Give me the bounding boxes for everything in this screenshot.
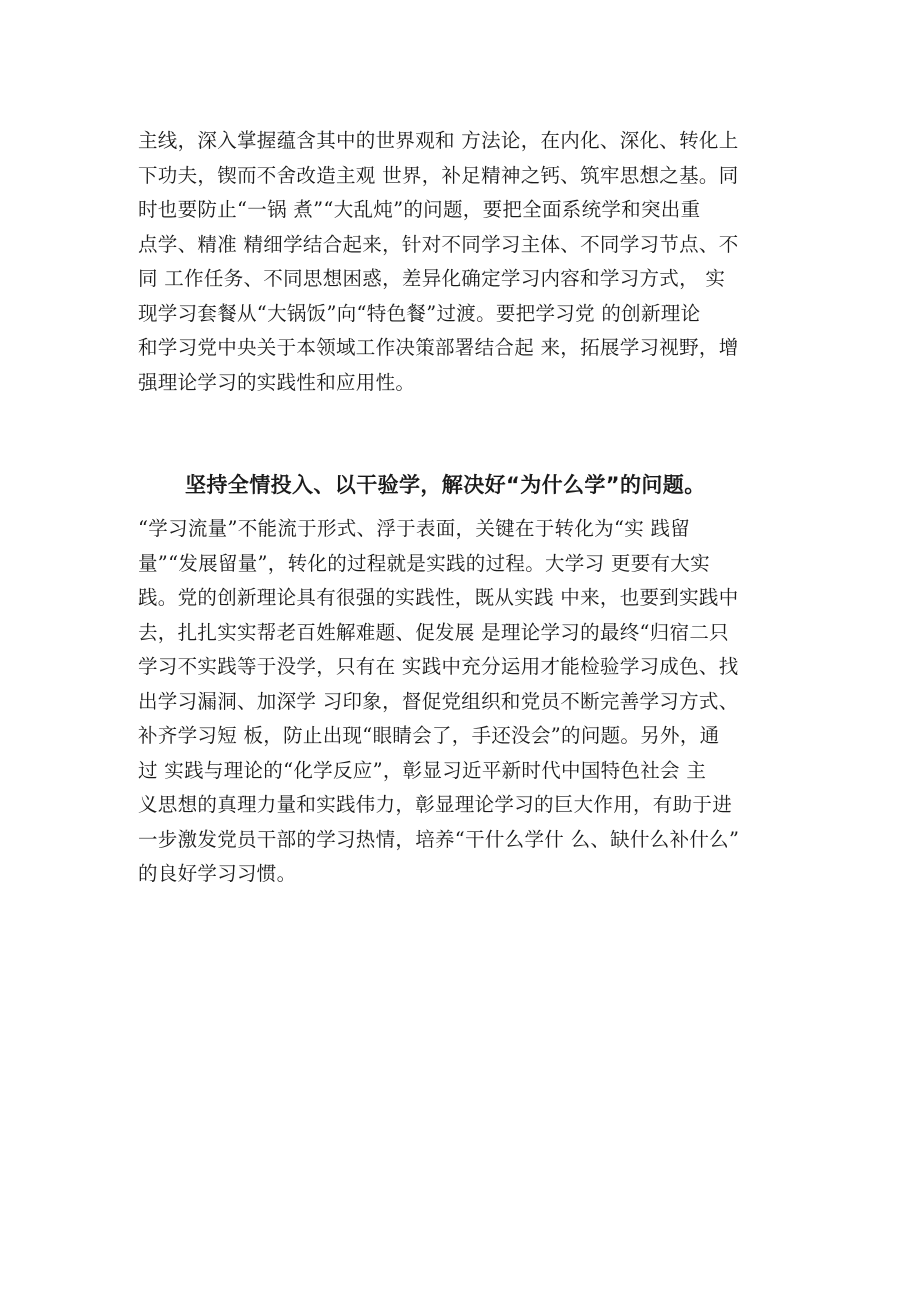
paragraph-2-line: 出学习漏洞、加深学 习印象，督促党组织和党员不断完善学习方式、 <box>138 689 739 713</box>
paragraph-1-line: 时也要防止“一锅 煮”“大乱炖”的问题，要把全面系统学和突出重 <box>138 198 701 221</box>
paragraph-2-line: 量”“发展留量”，转化的过程就是实践的过程。大学习 更要有大实 <box>138 551 710 575</box>
paragraph-2-line: 的良好学习习惯。 <box>138 862 297 885</box>
paragraph-2-line: 补齐学习短 板，防止出现“眼睛会了，手还没会”的问题。另外，通 <box>138 724 720 747</box>
paragraph-1 <box>138 124 798 400</box>
paragraph-2-line: 学习不实践等于没学，只有在 实践中充分运用才能检验学习成色、找 <box>138 655 739 678</box>
paragraph-1-line: 强理论学习的实践性和应用性。 <box>138 370 416 394</box>
paragraph-2-line: 去，扎扎实实帮老百姓解难题、促发展 是理论学习的最终“归宿二只 <box>138 620 729 644</box>
paragraph-1-line: 同 工作任务、不同思想困惑，差异化确定学习内容和学习方式， 实 <box>138 267 726 290</box>
paragraph-2-line: 过 实践与理论的“化学反应”，彰显习近平新时代中国特色社会 主 <box>138 758 707 782</box>
paragraph-1-line: 和学习党中央关于本领域工作决策部署结合起 来，拓展学习视野，增 <box>138 336 739 359</box>
paragraph-2-line: “学习流量”不能流于形式、浮于表面，关键在于转化为“实 践留 <box>138 517 691 540</box>
paragraph-1-line: 点学、精准 精细学结合起来，针对不同学习主体、不同学习节点、不 <box>138 232 739 256</box>
paragraph-2-line: 义思想的真理力量和实践伟力，彰显理论学习的巨大作用，有助于进 <box>138 793 733 816</box>
paragraph-2-line: 践。党的创新理论具有很强的实践性，既从实践 中来，也要到实践中 <box>138 586 739 609</box>
paragraph-2-line: 一步激发党员干部的学习热情，培养“干什么学什 么、缺什么补什么” <box>138 827 740 851</box>
paragraph-2 <box>138 512 798 892</box>
section-heading: 坚持全情投入、以干验学，解决好“为什么学”的问题。 <box>185 473 706 497</box>
paragraph-1-line: 主线，深入掌握蕴含其中的世界观和 方法论，在内化、深化、转化上 <box>138 129 739 152</box>
paragraph-1-line: 下功夫，锲而不舍改造主观 世界，补足精神之钙、筑牢思想之基。同 <box>138 163 739 187</box>
paragraph-1-line: 现学习套餐从“大锅饭”向“特色餐”过渡。要把学习党 的创新理论 <box>138 301 701 325</box>
